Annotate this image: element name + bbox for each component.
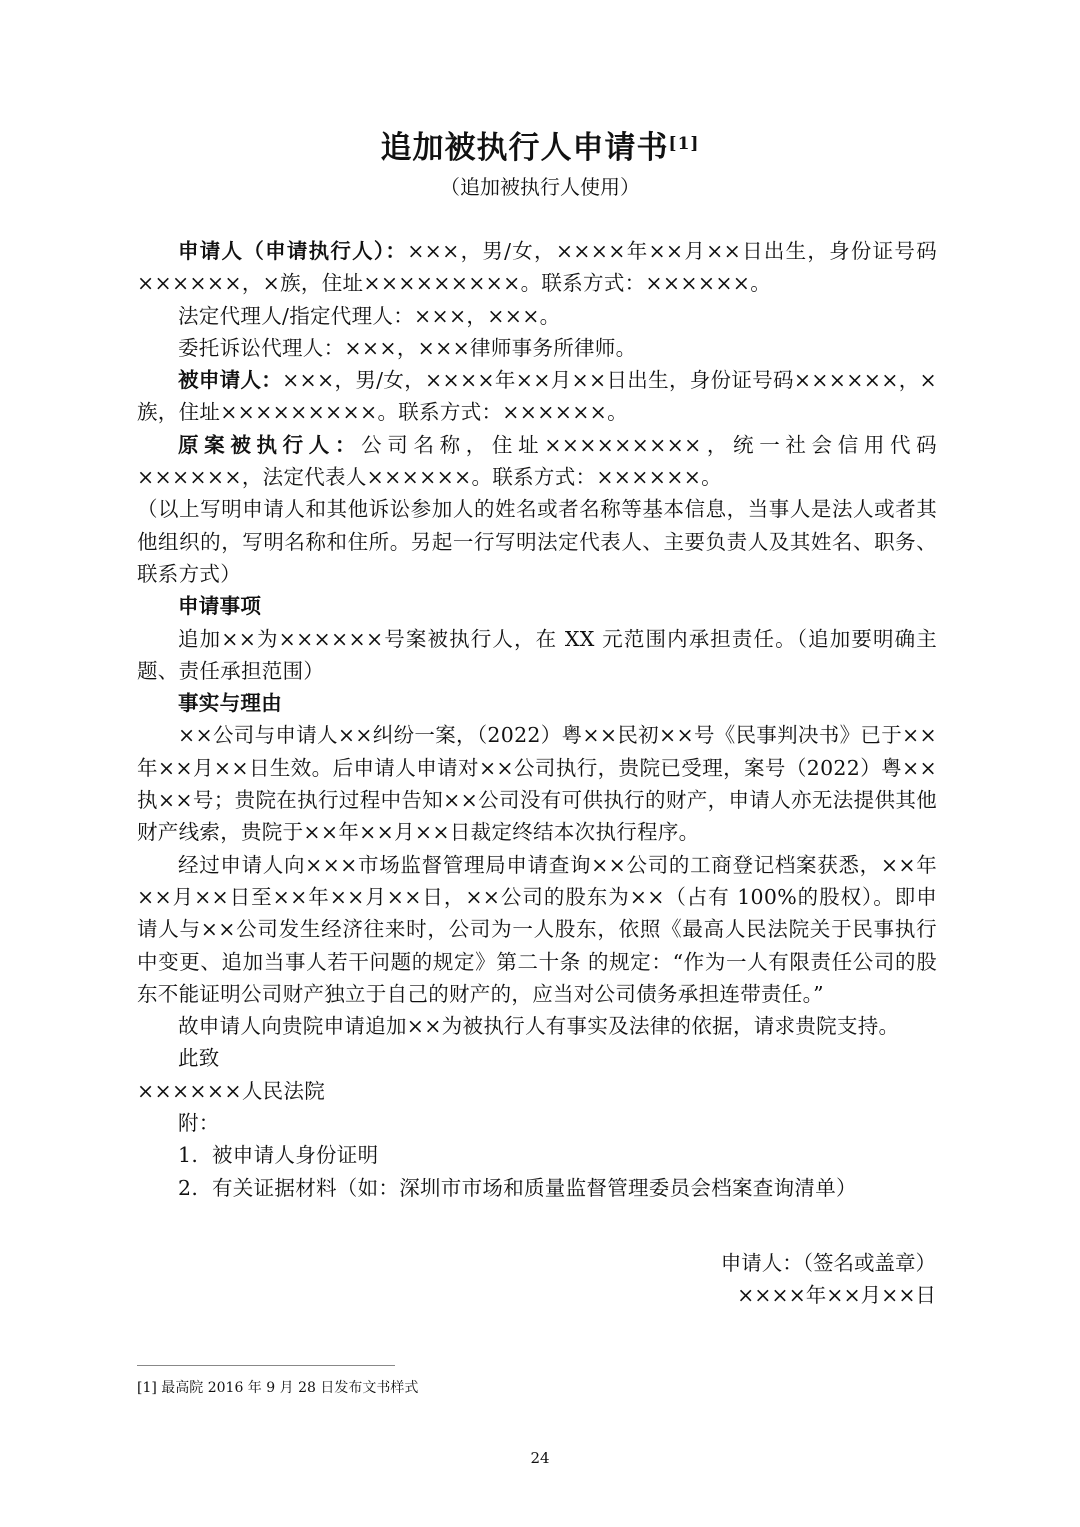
attachments-label: 附：: [178, 1111, 220, 1136]
document-title: [0, 126, 1080, 170]
facts-heading: 事实与理由: [178, 691, 282, 716]
closing-salutation: 此致: [178, 1046, 220, 1071]
original-debtor-text: 公司名称，住址×××××××××，统一社会信用代码××××××，法定代表人××××××。联系方式：××××××。: [137, 432, 937, 490]
parties-note: （以上写明申请人和其他诉讼参加人的姓名或者名称等基本信息，当事人是法人或者其他组织的，写明名称和住所。另起一行写明法定代表人、主要负责人及其姓名、职务、联系方式）: [137, 497, 937, 586]
applicant-paragraph: [137, 235, 937, 300]
attachment-item: [137, 1172, 937, 1204]
facts-paragraph-2: 经过申请人向×××市场监督管理局申请查询××公司的工商登记档案获悉，××年××月××日至××年××月××日，××公司的股东为××（占有 100%的股权）。即申请人与××公司发生经济往来时，公司为一人股东，依照《最高人民法院关于民事执行中变更、追加当事人若干问题的规定》第二十条 的规定：“作为一人有限责任公司的股东不能证明公司财产独立于自己的财产的，应当对公司债务承担连带责任。”: [137, 852, 937, 1006]
attachment-text: 有关证据材料（如：深圳市市场和质量监督管理委员会档案查询清单）: [212, 1175, 857, 1200]
facts-paragraph-3: 故申请人向贵院申请追加××为被执行人有事实及法律的依据，请求贵院支持。: [178, 1014, 900, 1039]
attachment-number: 2.: [178, 1175, 199, 1200]
legal-agent-paragraph: 法定代理人/指定代理人：×××，×××。: [178, 303, 561, 328]
litigation-agent-paragraph: 委托诉讼代理人：×××，×××律师事务所律师。: [178, 335, 637, 360]
document-body: [137, 235, 937, 1204]
title-footnote-ref[interactable]: [1]: [668, 134, 700, 154]
court-name: ××××××人民法院: [137, 1078, 326, 1103]
signature-block: [721, 1247, 936, 1312]
document-title-text: 追加被执行人申请书: [380, 130, 669, 166]
signature-line: 申请人：（签名或盖章）: [720, 1251, 936, 1275]
attachment-number: 1.: [178, 1143, 199, 1168]
signature-date: ××××年××月××日: [737, 1283, 936, 1308]
original-debtor-paragraph: [137, 429, 937, 494]
footnote: [1] 最高院 2016 年 9 月 28 日发布文书样式: [137, 1380, 419, 1396]
footnote-divider: [137, 1365, 395, 1366]
request-text: 追加××为××××××号案被执行人，在 XX 元范围内承担责任。（追加要明确主题、责任承担范围）: [137, 626, 937, 683]
attachment-item: [137, 1139, 937, 1171]
page-number: 24: [530, 1449, 550, 1467]
applicant-text: ×××，男/女，××××年××月××日出生，身份证号码××××××，×族，住址×××××××××。联系方式：××××××。: [137, 239, 937, 296]
respondent-text: ×××，男/女，××××年××月××日出生，身份证号码××××××，×族，住址×××××××××。联系方式：××××××。: [137, 368, 937, 425]
respondent-paragraph: [137, 364, 937, 429]
request-heading: 申请事项: [178, 594, 262, 619]
respondent-label: 被申请人：: [178, 368, 283, 393]
document-subtitle: （追加被执行人使用）: [440, 175, 640, 199]
attachment-text: 被申请人身份证明: [212, 1143, 379, 1168]
facts-paragraph-1: ××公司与申请人××纠纷一案，（2022）粤××民初××号《民事判决书》已于××年××月××日生效。后申请人申请对××公司执行，贵院已受理，案号（2022）粤××执××号；贵院在执行过程中告知××公司没有可供执行的财产，申请人亦无法提供其他财产线索，贵院于××年××月××日裁定终结本次执行程序。: [137, 723, 937, 845]
applicant-label: 申请人（申请执行人）：: [178, 239, 408, 263]
original-debtor-label: 原案被执行人：: [178, 432, 362, 457]
